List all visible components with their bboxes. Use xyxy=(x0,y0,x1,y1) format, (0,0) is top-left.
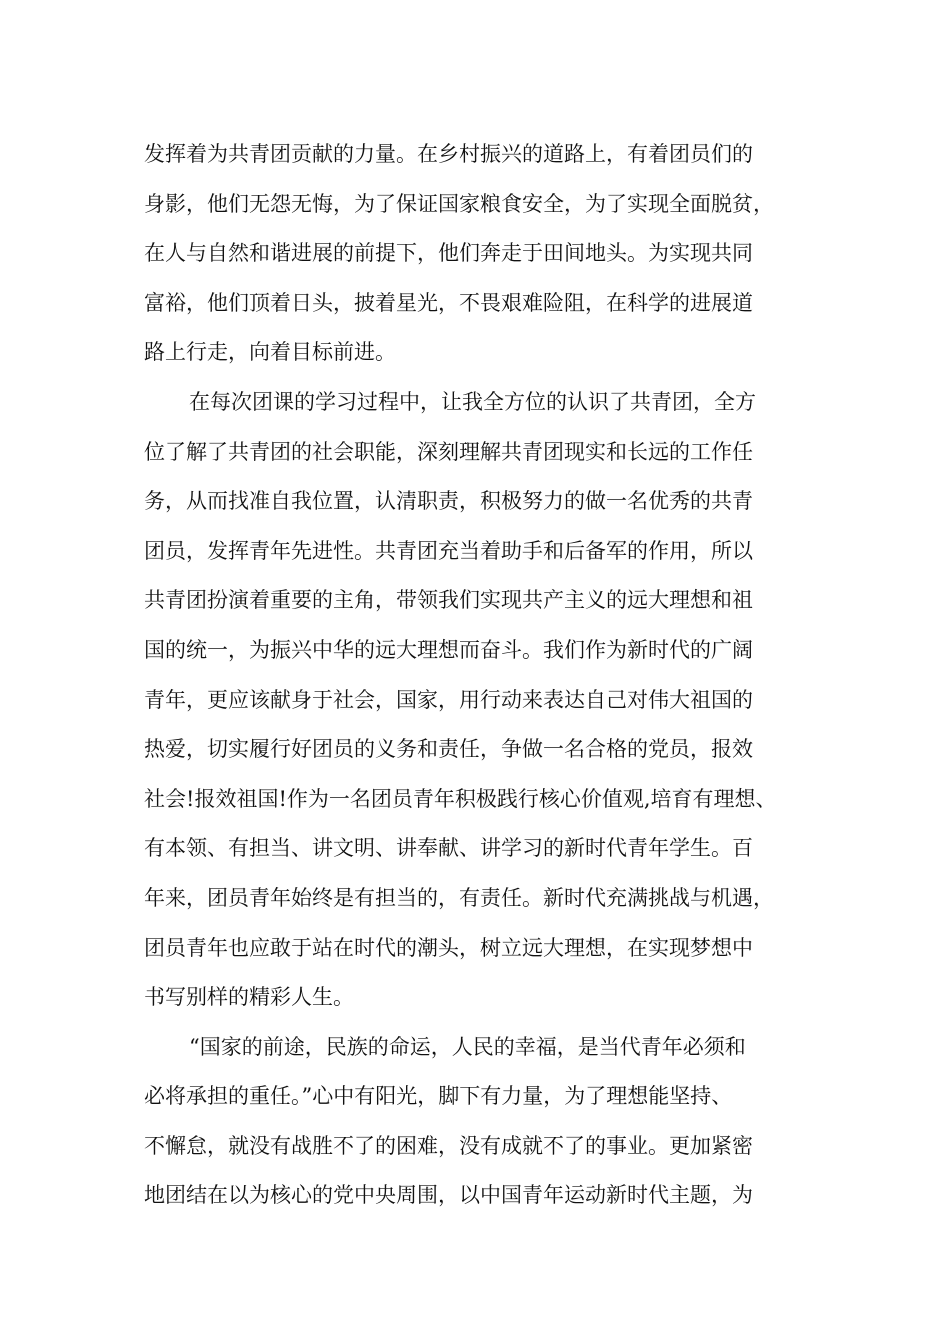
paragraph-first-line: “国家的前途，民族的命运，人民的幸福，是当代青年必须和 xyxy=(189,1034,746,1059)
text-line: 务，从而找准自我位置，认清职责，积极努力的做一名优秀的共青 xyxy=(144,489,753,514)
text-line: 发挥着为共青团贡献的力量。在乡村振兴的道路上，有着团员们的 xyxy=(144,142,753,166)
text-line: 在人与自然和谐进展的前提下，他们奔走于田间地头。为实现共同 xyxy=(144,241,753,266)
text-line: 团员，发挥青年先进性。共青团充当着助手和后备军的作用，所以 xyxy=(144,538,753,563)
text-line: 年来，团员青年始终是有担当的，有责任。新时代充满挑战与机遇， xyxy=(144,885,774,910)
text-line: 共青团扮演着重要的主角，带领我们实现共产主义的远大理想和祖 xyxy=(144,588,753,613)
text-line: 身影，他们无怨无悔，为了保证国家粮食安全，为了实现全面脱贫， xyxy=(144,191,774,216)
text-line: 热爱，切实履行好团员的义务和责任，争做一名合格的党员，报效 xyxy=(144,737,753,762)
text-line: 不懈怠，就没有战胜不了的困难，没有成就不了的事业。更加紧密 xyxy=(144,1133,753,1158)
text-line: 地团结在以为核心的党中央周围，以中国青年运动新时代主题，为 xyxy=(144,1183,753,1208)
text-line: 富裕，他们顶着日头，披着星光，不畏艰难险阻，在科学的进展道 xyxy=(144,290,753,315)
body-text xyxy=(144,130,824,1221)
text-line: 有本领、有担当、讲文明、讲奉献、讲学习的新时代青年学生。百 xyxy=(144,836,753,861)
text-line: 社会!报效祖国!作为一名团员青年积极践行核心价值观,培育有理想、 xyxy=(144,786,777,811)
text-line: 必将承担的重任。”心中有阳光，脚下有力量，为了理想能坚持、 xyxy=(144,1084,733,1109)
paragraph-first-line: 在每次团课的学习过程中，让我全方位的认识了共青团，全方 xyxy=(189,389,756,414)
text-line: 国的统一，为振兴中华的远大理想而奋斗。我们作为新时代的广阔 xyxy=(144,637,753,662)
text-line: 团员青年也应敢于站在时代的潮头，树立远大理想，在实现梦想中 xyxy=(144,935,753,960)
text-line: 青年，更应该献身于社会，国家，用行动来表达自己对伟大祖国的 xyxy=(144,687,753,712)
text-line: 路上行走，向着目标前进。 xyxy=(144,340,396,365)
text-line: 书写别样的精彩人生。 xyxy=(144,985,354,1010)
text-line: 位了解了共青团的社会职能，深刻理解共青团现实和长远的工作任 xyxy=(144,439,753,464)
